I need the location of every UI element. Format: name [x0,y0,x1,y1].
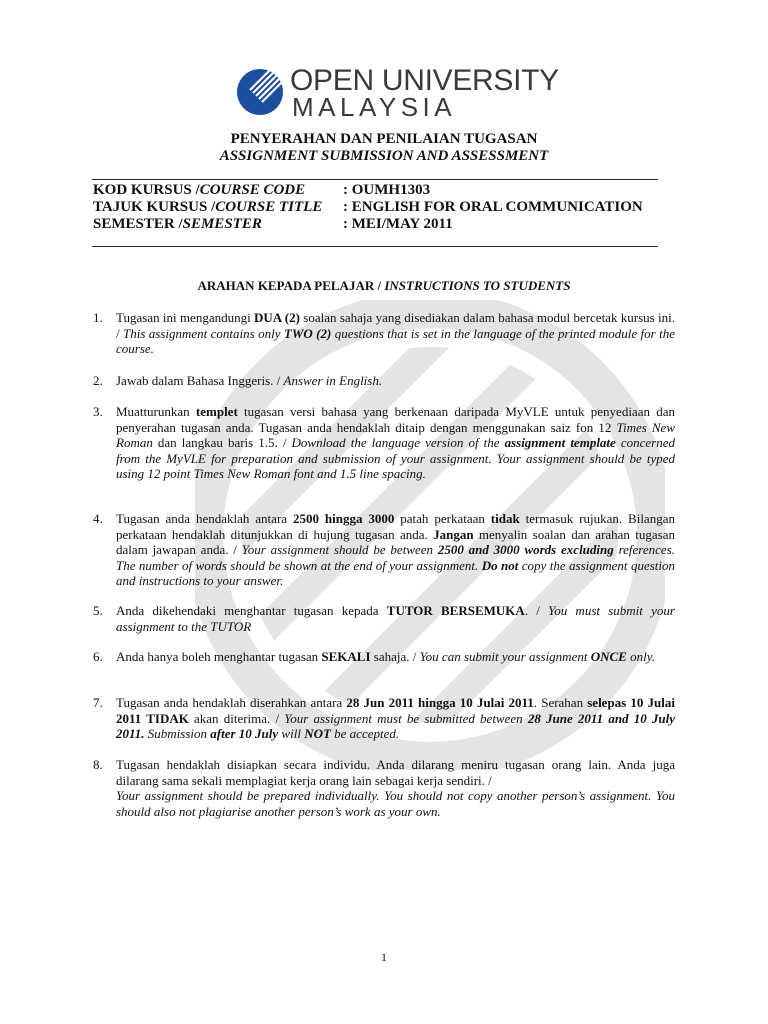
course-title-row [93,199,673,216]
semester-label: SEMESTER / [93,216,183,232]
document-title-english: ASSIGNMENT SUBMISSION AND ASSESSMENT [219,148,549,164]
item-number: 1. [93,310,103,325]
course-code-label-en: COURSE CODE [199,182,306,198]
course-code-label: KOD KURSUS / [93,182,200,198]
instruction-item-7 [93,695,675,742]
instruction-item-1 [93,310,675,357]
item-text: Muatturunkan templet tugasan versi bahasa yang berkenaan daripada MyVLE untuk penyediaan dan penyerahan tugasan anda. Tugasan anda hendaklah ditaip dengan menggunakan saiz fon 12 Times New Roman dan langkau baris 1.5. / Download the language version of the assignment template concerned from the MyVLE for preparation and submission of your assignment. Your assignment should be typed using 12 point Times New Roman font and 1.5 line spacing. [116,404,676,482]
item-number: 7. [93,695,103,710]
item-text: Tugasan anda hendaklah antara 2500 hingga 3000 patah perkataan tidak termasuk rujukan. Bilangan perkataan hendaklah ditunjukkan di hujung tugasan anda. Jangan menyalin soalan dan arahan tugasan dalam jawapan anda. / Your assignment should be between 2500 and 3000 words excluding references. The number of words should be shown at the end of your assignment. Do not copy the assignment question and instructions to your answer. [116,511,676,589]
instructions-heading-malay: ARAHAN KEPADA PELAJAR / [197,278,385,293]
item-number: 3. [93,404,103,419]
course-title-label-en: COURSE TITLE [215,199,323,215]
instruction-item-5 [93,603,675,634]
semester-row [93,216,673,233]
semester-value: : MEI/MAY 2011 [343,216,453,232]
item-number: 5. [93,603,103,618]
item-number: 8. [93,757,103,772]
logo-text-open-university: OPEN UNIVERSITY [290,64,559,97]
semester-label-en: SEMESTER [182,216,262,232]
document-title-malay: PENYERAHAN DAN PENILAIAN TUGASAN [230,131,538,147]
item-number: 4. [93,511,103,526]
instruction-item-2 [93,373,675,389]
item-text: Anda dikehendaki menghantar tugasan kepada TUTOR BERSEMUKA. / You must submit your assignment to the TUTOR [116,603,675,634]
course-info [93,182,673,233]
instruction-item-4 [93,511,675,589]
item-number: 6. [93,649,103,664]
instructions-heading [0,278,768,294]
oum-logo-emblem-icon [236,68,284,116]
course-title-label: TAJUK KURSUS / [93,199,216,215]
course-code-value: : OUMH1303 [343,182,431,198]
item-text: Tugasan ini mengandungi DUA (2) soalan sahaja yang disediakan dalam bahasa modul bercetak kursus ini. / This assignment contains only TWO (2) questions that is set in the language of the printed module for the course. [116,310,676,357]
item-text: Jawab dalam Bahasa Inggeris. / Answer in English. [116,373,383,388]
course-title-value: : ENGLISH FOR ORAL COMMUNICATION [343,199,643,215]
course-code-row [93,182,673,199]
bottom-divider [92,246,658,247]
logo-text-malaysia: MALAYSIA [292,92,457,122]
oum-logo [236,64,559,122]
item-text: Tugasan anda hendaklah diserahkan antara 28 Jun 2011 hingga 10 Julai 2011. Serahan selepas 10 Julai 2011 TIDAK akan diterima. / Your assignment must be submitted between 28 June 2011 and 10 July 2011. Submission after 10 July will NOT be accepted. [116,695,676,742]
top-divider [92,179,658,180]
item-text: Tugasan hendaklah disiapkan secara individu. Anda dilarang meniru tugasan orang lain. Anda juga dilarang sama sekali memplagiat kerja orang lain sebagai kerja sendiri. / Your assignment should be prepared individually. You should not copy another person’s assignment. You should also not plagiarise another person’s work as your own. [116,757,675,819]
instruction-item-8 [93,757,675,819]
item-text: Anda hanya boleh menghantar tugasan SEKALI sahaja. / You can submit your assignment ONCE only. [116,649,655,664]
item-number: 2. [93,373,103,388]
instruction-item-6 [93,649,675,665]
page-number: 1 [381,950,387,964]
instructions-heading-english: INSTRUCTIONS TO STUDENTS [384,278,571,293]
instruction-item-3 [93,404,675,482]
